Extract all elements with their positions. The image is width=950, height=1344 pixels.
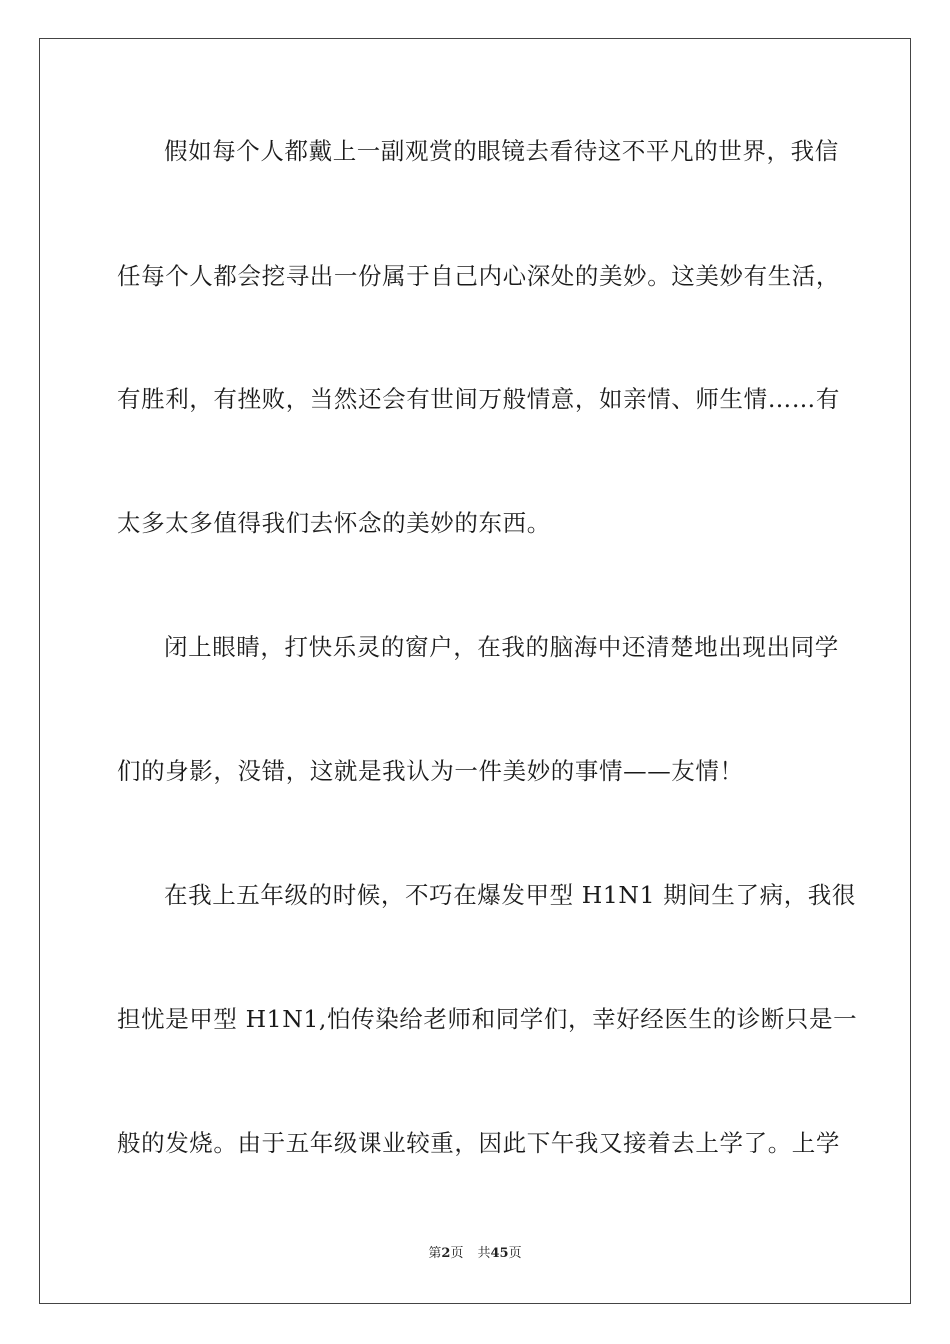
page-footer xyxy=(0,1245,950,1263)
footer-page-suffix: 页 xyxy=(450,1246,464,1261)
footer-total-prefix: 共 xyxy=(477,1246,491,1261)
text-line-7: 在我上五年级的时候，不巧在爆发甲型 H1N1 期间生了病，我很 xyxy=(164,881,856,909)
text-line-9: 般的发烧。由于五年级课业较重，因此下午我又接着去上学了。上学 xyxy=(117,1129,840,1157)
footer-page-prefix: 第 xyxy=(428,1246,442,1261)
text-line-3: 有胜利，有挫败，当然还会有世间万般情意，如亲情、师生情……有 xyxy=(117,385,840,413)
text-line-6: 们的身影，没错，这就是我认为一件美妙的事情——友情！ xyxy=(117,757,744,785)
text-line-1: 假如每个人都戴上一副观赏的眼镜去看待这不平凡的世界，我信 xyxy=(164,137,839,165)
footer-page-number: 2 xyxy=(441,1246,451,1261)
page-border xyxy=(39,38,911,1304)
footer-total-pages: 45 xyxy=(490,1246,509,1261)
text-line-4: 太多太多值得我们去怀念的美妙的东西。 xyxy=(117,509,551,537)
text-line-5: 闭上眼睛，打快乐灵的窗户，在我的脑海中还清楚地出现出同学 xyxy=(164,633,839,661)
text-line-2: 任每个人都会挖寻出一份属于自己内心深处的美妙。这美妙有生活， xyxy=(117,262,840,290)
footer-total-suffix: 页 xyxy=(508,1246,522,1261)
text-line-8: 担忧是甲型 H1N1,怕传染给老师和同学们，幸好经医生的诊断只是一 xyxy=(117,1005,858,1033)
